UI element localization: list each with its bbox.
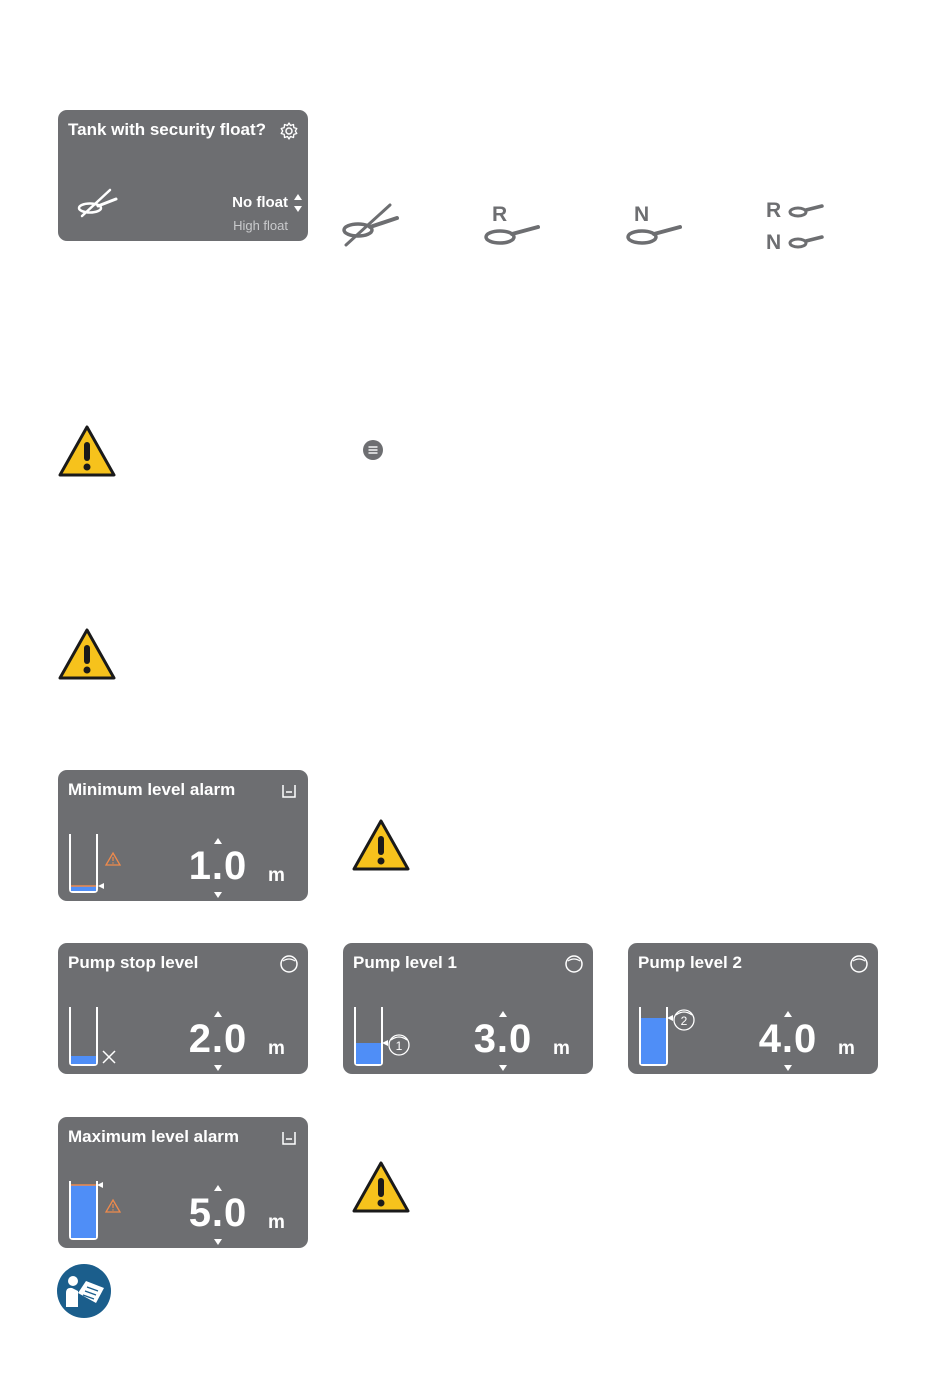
warning-icon [57, 627, 117, 681]
tank-alarm-icon [279, 781, 299, 801]
float-selection-card[interactable] [58, 110, 308, 241]
decrease-arrow[interactable] [214, 1065, 222, 1071]
svg-text:R: R [492, 203, 508, 226]
svg-text:2: 2 [680, 1014, 688, 1028]
pump-icon [564, 954, 584, 974]
double-float-rn-icon [764, 196, 828, 254]
pump-icon [849, 954, 869, 974]
card-title: Tank with security float? [68, 120, 267, 139]
warning-icon [57, 424, 117, 478]
pump-stop-level-card[interactable] [58, 943, 308, 1074]
decrease-arrow[interactable] [214, 1239, 222, 1245]
tank-level-min-icon [68, 832, 138, 894]
gear-icon[interactable] [279, 121, 299, 141]
low-float-n-icon [622, 200, 684, 250]
card-title: Pump level 2 [638, 953, 742, 972]
card-title: Pump stop level [68, 953, 199, 972]
pump-level-2-card[interactable] [628, 943, 878, 1074]
high-float-r-icon [480, 200, 542, 250]
svg-text:N: N [766, 231, 782, 254]
level-value-stepper[interactable] [758, 1011, 818, 1067]
warning-icon [351, 818, 411, 872]
tank-level-stop-icon [68, 1005, 138, 1067]
tank-level-pump2-icon [638, 1005, 708, 1067]
no-float-option-icon [340, 200, 402, 250]
pump-level-1-card[interactable] [343, 943, 593, 1074]
card-title: Pump level 1 [353, 953, 457, 972]
unit-label: m [268, 1212, 285, 1233]
svg-text:R: R [766, 199, 782, 222]
pump-icon [279, 954, 299, 974]
no-float-icon [76, 186, 120, 218]
level-value-stepper[interactable] [188, 1011, 248, 1067]
level-value: 5.0 [188, 1191, 248, 1235]
level-value: 1.0 [188, 844, 248, 888]
tank-level-pump1-icon [353, 1005, 423, 1067]
level-value-stepper[interactable] [188, 838, 248, 894]
decrease-arrow[interactable] [499, 1065, 507, 1071]
option-up-arrow[interactable] [294, 194, 302, 200]
menu-icon [362, 439, 384, 461]
unit-label: m [838, 1038, 855, 1059]
level-value: 2.0 [188, 1017, 248, 1061]
unit-label: m [553, 1038, 570, 1059]
decrease-arrow[interactable] [784, 1065, 792, 1071]
option-down-arrow[interactable] [294, 206, 302, 212]
maximum-level-alarm-card[interactable] [58, 1117, 308, 1248]
level-value-stepper[interactable] [188, 1185, 248, 1241]
minimum-level-alarm-card[interactable] [58, 770, 308, 901]
next-float-option: High float [233, 218, 288, 233]
level-value: 4.0 [758, 1017, 818, 1061]
tank-alarm-icon [279, 1128, 299, 1148]
svg-text:N: N [634, 203, 650, 226]
level-value: 3.0 [473, 1017, 533, 1061]
read-manual-icon [56, 1263, 112, 1319]
card-title: Maximum level alarm [68, 1127, 240, 1146]
level-value-stepper[interactable] [473, 1011, 533, 1067]
svg-text:1: 1 [395, 1039, 403, 1053]
card-title: Minimum level alarm [68, 780, 236, 799]
tank-level-max-icon [68, 1179, 138, 1241]
warning-icon [351, 1160, 411, 1214]
decrease-arrow[interactable] [214, 892, 222, 898]
unit-label: m [268, 1038, 285, 1059]
selected-float-option[interactable]: No float [232, 194, 288, 211]
unit-label: m [268, 865, 285, 886]
